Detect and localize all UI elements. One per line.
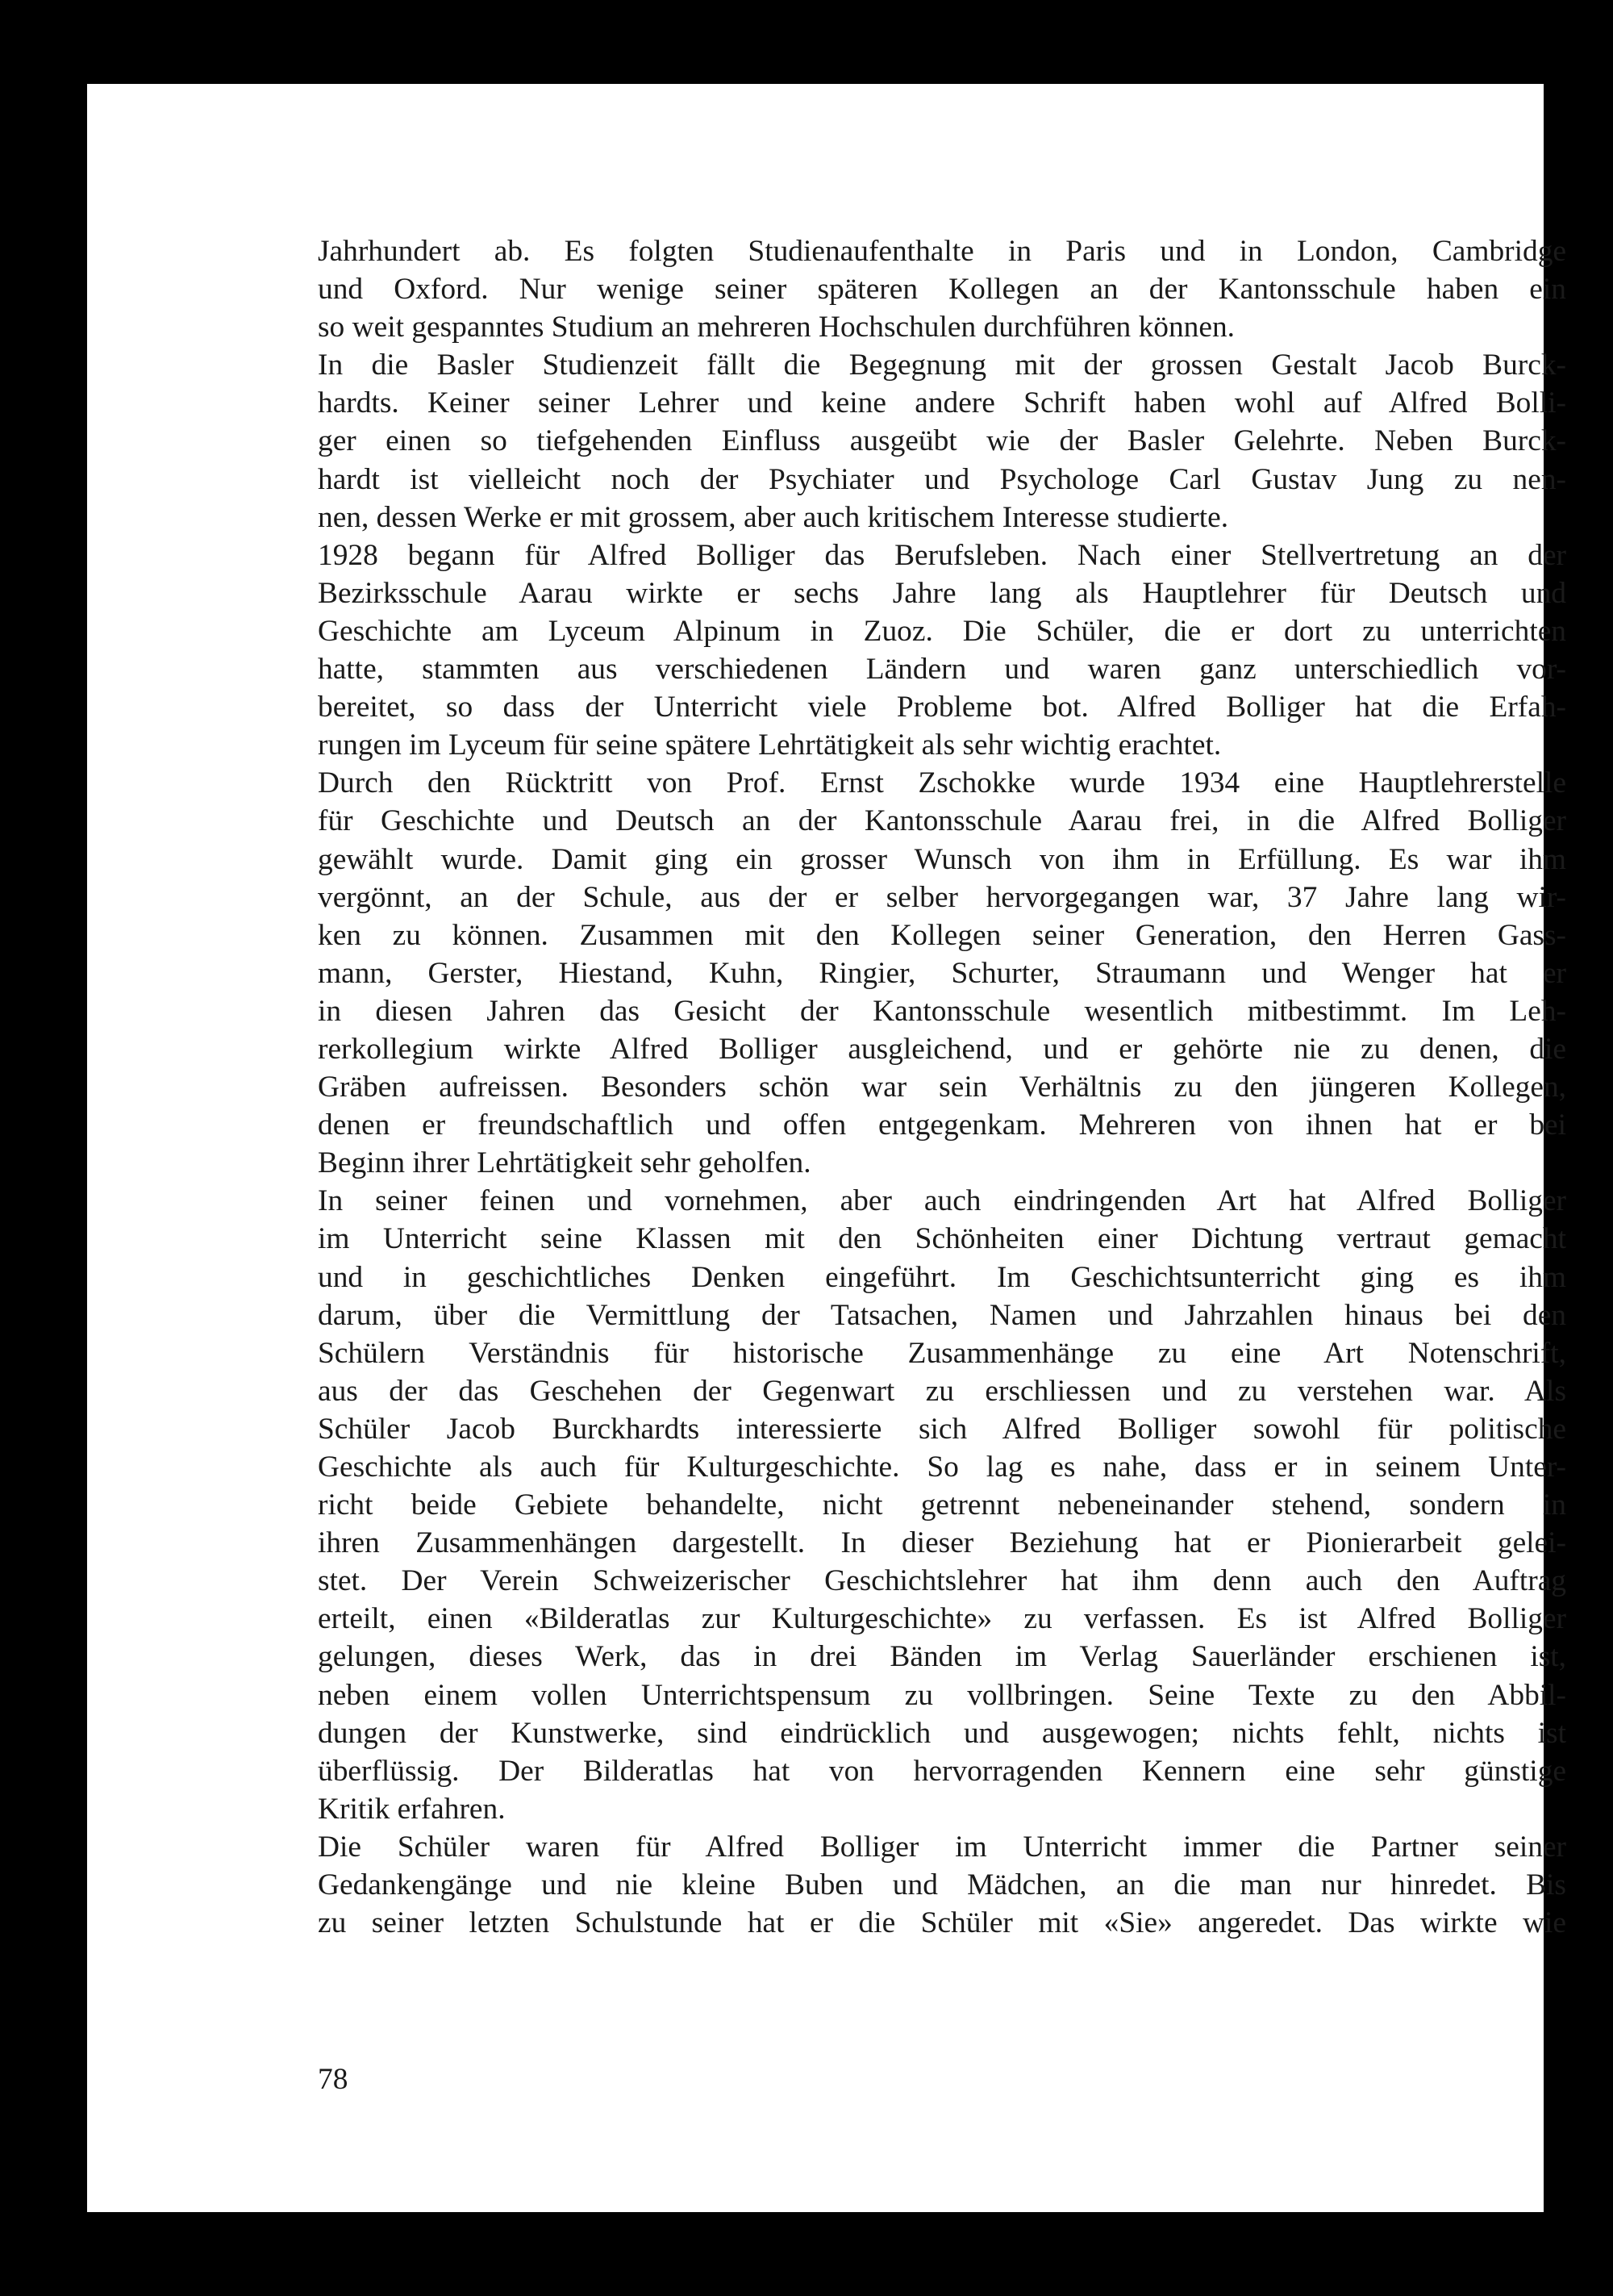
text-line: Jahrhundert ab. Es folgten Studienaufenthalte in Paris und in London, Cambridge: [318, 235, 1566, 268]
text-line: In seiner feinen und vornehmen, aber auch eindringenden Art hat Alfred Bolliger: [318, 1184, 1566, 1218]
text-line: ken zu können. Zusammen mit den Kollegen seiner Generation, den Herren Gass-: [318, 918, 1566, 952]
text-line: ihren Zusammenhängen dargestellt. In dieser Beziehung hat er Pionierarbeit gelei-: [318, 1526, 1566, 1560]
text-line: Schüler Jacob Burckhardts interessierte sich Alfred Bolliger sowohl für politische: [318, 1412, 1566, 1446]
text-line: richt beide Gebiete behandelte, nicht getrennt nebeneinander stehend, sondern in: [318, 1488, 1566, 1522]
text-line: Bezirksschule Aarau wirkte er sechs Jahre lang als Hauptlehrer für Deutsch und: [318, 576, 1566, 610]
text-line: bereitet, so dass der Unterricht viele Probleme bot. Alfred Bolliger hat die Erfah-: [318, 691, 1566, 724]
text-line: vergönnt, an der Schule, aus der er selber hervorgegangen war, 37 Jahre lang wir-: [318, 880, 1566, 914]
text-line: für Geschichte und Deutsch an der Kantonsschule Aarau frei, in die Alfred Bolliger: [318, 804, 1566, 838]
text-line: erteilt, einen «Bilderatlas zur Kulturgeschichte» zu verfassen. Es ist Alfred Bolliger: [318, 1602, 1566, 1636]
text-line: Geschichte als auch für Kulturgeschichte. So lag es nahe, dass er in seinem Unter-: [318, 1451, 1566, 1484]
text-line: aus der das Geschehen der Gegenwart zu erschliessen und zu verstehen war. Als: [318, 1374, 1566, 1408]
text-line: darum, über die Vermittlung der Tatsachen, Namen und Jahrzahlen hinaus bei den: [318, 1298, 1566, 1332]
text-line: hardt ist vielleicht noch der Psychiater und Psychologe Carl Gustav Jung zu nen-: [318, 462, 1566, 496]
text-line: Gräben aufreissen. Besonders schön war sein Verhältnis zu den jüngeren Kollegen,: [318, 1071, 1566, 1104]
text-line: so weit gespanntes Studium an mehreren Hochschulen durchführen können.: [318, 311, 1236, 344]
text-line: hatte, stammten aus verschiedenen Ländern und waren ganz unterschiedlich vor-: [318, 653, 1566, 687]
text-line: denen er freundschaftlich und offen entgegenkam. Mehreren von ihnen hat er bei: [318, 1108, 1566, 1142]
text-line: Geschichte am Lyceum Alpinum in Zuoz. Die Schüler, die er dort zu unterrichten: [318, 614, 1566, 648]
text-line: nen, dessen Werke er mit grossem, aber auch kritischem Interesse studierte.: [318, 500, 1229, 534]
text-line: im Unterricht seine Klassen mit den Schönheiten einer Dichtung vertraut gemacht: [318, 1222, 1566, 1256]
page-number: 78: [318, 2063, 348, 2096]
body-text: [318, 232, 1566, 1942]
text-line: mann, Gerster, Hiestand, Kuhn, Ringier, Schurter, Straumann und Wenger hat er: [318, 956, 1566, 990]
text-line: rerkollegium wirkte Alfred Bolliger ausgleichend, und er gehörte nie zu denen, die: [318, 1032, 1566, 1066]
text-line: in diesen Jahren das Gesicht der Kantonsschule wesentlich mitbestimmt. Im Leh-: [318, 994, 1566, 1028]
text-line: dungen der Kunstwerke, sind eindrücklich und ausgewogen; nichts fehlt, nichts ist: [318, 1716, 1566, 1750]
text-line: Durch den Rücktritt von Prof. Ernst Zschokke wurde 1934 eine Hauptlehrerstelle: [318, 766, 1566, 800]
text-line: Die Schüler waren für Alfred Bolliger im Unterricht immer die Partner seiner: [318, 1830, 1566, 1864]
text-line: und Oxford. Nur wenige seiner späteren Kollegen an der Kantonsschule haben ein: [318, 273, 1566, 307]
text-line: zu seiner letzten Schulstunde hat er die Schüler mit «Sie» angeredet. Das wirkte wie: [318, 1906, 1566, 1940]
text-line: Beginn ihrer Lehrtätigkeit sehr geholfen.: [318, 1146, 811, 1180]
scanned-page: [87, 84, 1566, 2212]
text-line: gelungen, dieses Werk, das in drei Bänden im Verlag Sauerländer erschienen ist,: [318, 1640, 1566, 1674]
text-line: und in geschichtliches Denken eingeführt. Im Geschichtsunterricht ging es ihm: [318, 1260, 1566, 1294]
text-line: neben einem vollen Unterrichtspensum zu vollbringen. Seine Texte zu den Abbil-: [318, 1678, 1566, 1712]
text-line: gewählt wurde. Damit ging ein grosser Wunsch von ihm in Erfüllung. Es war ihm: [318, 842, 1566, 876]
text-line: hardts. Keiner seiner Lehrer und keine andere Schrift haben wohl auf Alfred Bolli-: [318, 386, 1566, 420]
text-line: rungen im Lyceum für seine spätere Lehrtätigkeit als sehr wichtig erachtet.: [318, 728, 1222, 762]
text-line: überflüssig. Der Bilderatlas hat von hervorragenden Kennern eine sehr günstige: [318, 1754, 1566, 1788]
text-line: Kritik erfahren.: [318, 1792, 506, 1826]
text-line: stet. Der Verein Schweizerischer Geschichtslehrer hat ihm denn auch den Auftrag: [318, 1564, 1566, 1598]
text-line: Gedankengänge und nie kleine Buben und Mädchen, an die man nur hinredet. Bis: [318, 1868, 1566, 1902]
text-line: In die Basler Studienzeit fällt die Begegnung mit der grossen Gestalt Jacob Burck-: [318, 349, 1566, 382]
text-line: ger einen so tiefgehenden Einfluss ausgeübt wie der Basler Gelehrte. Neben Burck-: [318, 424, 1566, 458]
text-line: 1928 begann für Alfred Bolliger das Berufsleben. Nach einer Stellvertretung an der: [318, 538, 1566, 572]
text-line: Schülern Verständnis für historische Zusammenhänge zu eine Art Notenschrift,: [318, 1336, 1566, 1370]
